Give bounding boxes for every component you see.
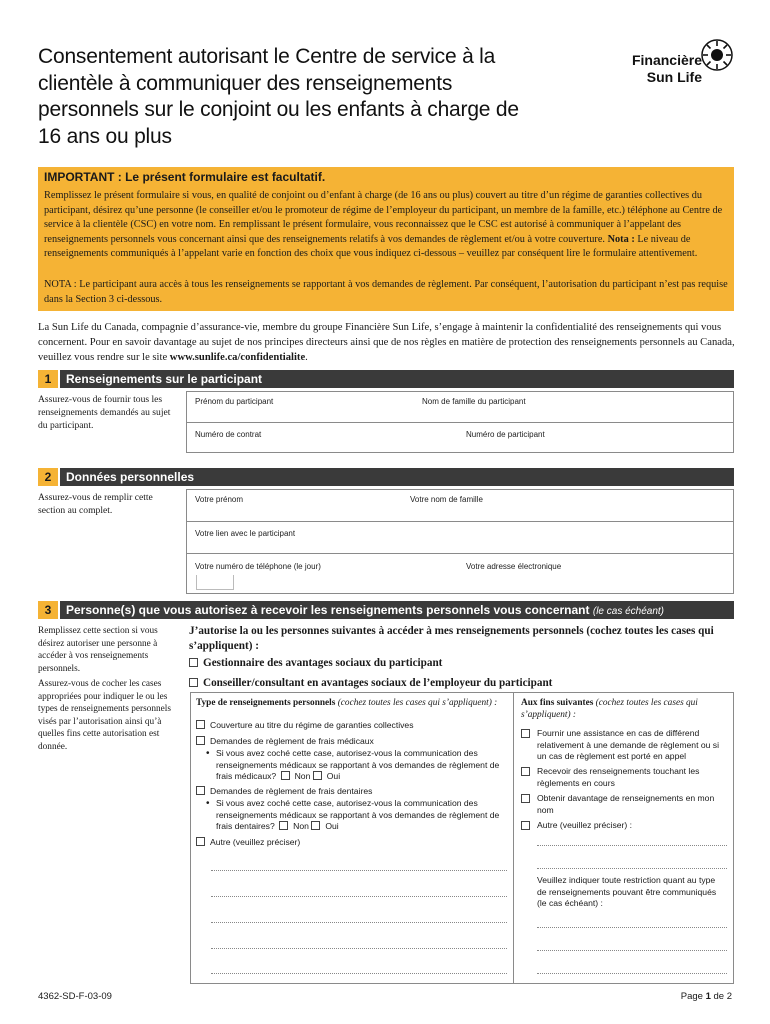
medical-yes-checkbox[interactable] — [313, 771, 322, 780]
purpose-more-info[interactable]: Obtenir davantage de renseignements en mon nom — [521, 793, 729, 816]
dental-question: Si vous avez coché cette case, autorisez-vous la communication des renseignements médicaux se rapportant à vos demandes de règlement de frais dentaires? Non Oui — [216, 798, 500, 831]
section-2-instructions: Assurez-vous de remplir cette section au complet. — [38, 492, 153, 516]
participant-last-name-field[interactable]: Nom de famille du participant — [422, 397, 526, 406]
logo-line-2: Sun Life — [646, 69, 702, 85]
other-type-line-1[interactable] — [211, 870, 507, 871]
type-dental[interactable]: Demandes de règlement de frais dentaires — [196, 786, 372, 798]
form-code: 4362-SD-F-03-09 — [38, 991, 112, 1002]
dental-checkbox[interactable] — [196, 786, 205, 795]
restriction-line-2[interactable] — [537, 950, 727, 951]
section-3-header: 3 Personne(s) que vous autorisez à recevoir les renseignements personnels vous concernant (le cas échéant) — [38, 601, 734, 619]
medical-checkbox[interactable] — [196, 736, 205, 745]
area-code-box[interactable] — [196, 575, 234, 590]
section-3-instructions: Remplissez cette section si vous désirez autoriser une personne à accéder à vos renseignements personnels. — [38, 626, 158, 674]
section-3-instructions-2: Assurez-vous de cocher les cases appropriées pour indiquer le ou les types de renseignements personnels visés par l’autorisation ainsi qu’à quelles fins cette autorisation est donnée. — [38, 679, 171, 752]
purpose-dispute[interactable]: Fournir une assistance en cas de différend relativement à une demande de règlement ou si un cas de règlement est porté en appel — [521, 728, 729, 763]
dental-no-checkbox[interactable] — [279, 821, 288, 830]
important-body: Remplissez le présent formulaire si vous, en qualité de conjoint ou d’enfant à charge (de 16 ans ou plus) couvert au titre d’un régime de garanties collectives du participant, désirez qu’une personne (le conseiller et/ou le promoteur de régime de l’employeur du participant, un membre de la famille, etc.) téléphone au Centre de service à la clientèle (CSC) en votre nom. En remplissant le présent formulaire, vous reconnaissez que le CSC est autorisé à communiquer à l’appelant des renseignements personnels vous concernant ainsi que des renseignements relatifs à vos demandes de règlement et/ou à votre couverture. Nota : Le niveau de renseignements communiqués à l’appelant varie en fonction des choix que vous indiquez ci-dessous – veuillez par conséquent lire le formulaire attentivement. — [44, 190, 723, 260]
type-other[interactable]: Autre (veuillez préciser) — [196, 837, 300, 849]
sun-logo-icon — [700, 38, 734, 72]
dispute-checkbox[interactable] — [521, 729, 530, 738]
purpose-current-claims[interactable]: Recevoir des renseignements touchant les règlements en cours — [521, 766, 729, 789]
phone-field[interactable]: Votre numéro de téléphone (le jour) — [195, 562, 321, 571]
option-consultant[interactable]: Conseiller/consultant en avantages sociaux de l’employeur du participant — [189, 677, 552, 689]
purpose-other[interactable]: Autre (veuillez préciser) : — [521, 820, 729, 832]
authorize-statement: J’autorise la ou les personnes suivantes à accéder à mes renseignements personnels (cochez toutes les cases qui s’appliquent) : — [189, 625, 714, 652]
section-1-header: 1 Renseignements sur le participant — [38, 370, 734, 388]
privacy-link[interactable]: www.sunlife.ca/confidentialite — [169, 351, 306, 363]
important-heading: IMPORTANT : Le présent formulaire est facultatif. — [44, 170, 326, 184]
current-claims-checkbox[interactable] — [521, 767, 530, 776]
coverage-checkbox[interactable] — [196, 720, 205, 729]
type-coverage[interactable]: Couverture au titre du régime de garanties collectives — [196, 720, 414, 732]
purposes-header: Aux fins suivantes (cochez toutes les cases qui s’appliquent) : — [521, 698, 698, 720]
restriction-line-3[interactable] — [537, 973, 727, 974]
medical-no-checkbox[interactable] — [281, 771, 290, 780]
participant-number-field[interactable]: Numéro de participant — [466, 430, 545, 439]
sun-life-logo — [606, 36, 736, 88]
section-2-header: 2 Données personnelles — [38, 468, 734, 486]
email-field[interactable]: Votre adresse électronique — [466, 562, 562, 571]
form-title: Consentement autorisant le Centre de service à la clientèle à communiquer des renseignements personnels sur le conjoint ou les enfants à charge de 16 ans ou plus — [38, 45, 519, 148]
other-type-checkbox[interactable] — [196, 837, 205, 846]
other-type-line-4[interactable] — [211, 948, 507, 949]
benefits-manager-checkbox[interactable] — [189, 658, 198, 667]
dental-yes-checkbox[interactable] — [311, 821, 320, 830]
restriction-line-1[interactable] — [537, 927, 727, 928]
other-type-line-3[interactable] — [211, 922, 507, 923]
other-type-line-2[interactable] — [211, 896, 507, 897]
option-benefits-manager[interactable]: Gestionnaire des avantages sociaux du participant — [189, 657, 442, 669]
participant-first-name-field[interactable]: Prénom du participant — [195, 397, 274, 406]
relationship-field[interactable]: Votre lien avec le participant — [195, 529, 296, 538]
more-info-checkbox[interactable] — [521, 794, 530, 803]
restriction-instruction: Veuillez indiquer toute restriction quant au type de renseignements pouvant être communiqués (le cas échéant) : — [537, 875, 717, 908]
section-1-instructions: Assurez-vous de fournir tous les renseignements demandés au sujet du participant. — [38, 394, 171, 431]
other-purpose-line-1[interactable] — [537, 845, 727, 846]
types-header: Type de renseignements personnels (cochez toutes les cases qui s’appliquent) : — [196, 698, 498, 708]
section-2-fields — [186, 489, 734, 594]
contract-number-field[interactable]: Numéro de contrat — [195, 430, 262, 439]
type-medical[interactable]: Demandes de règlement de frais médicaux — [196, 736, 374, 748]
important-note: NOTA : Le participant aura accès à tous les renseignements se rapportant à vos demandes de règlement. Par conséquent, l’autorisation du participant n’est pas requise dans la Section 3 ci-dessous. — [44, 279, 728, 305]
other-purpose-checkbox[interactable] — [521, 821, 530, 830]
other-purpose-line-2[interactable] — [537, 868, 727, 869]
your-first-name-field[interactable]: Votre prénom — [195, 495, 244, 504]
consultant-checkbox[interactable] — [189, 678, 198, 687]
your-last-name-field[interactable]: Votre nom de famille — [410, 495, 483, 504]
other-type-line-5[interactable] — [211, 973, 507, 974]
logo-line-1: Financière — [631, 52, 702, 68]
medical-question: Si vous avez coché cette case, autorisez-vous la communication des renseignements médicaux se rapportant à vos demandes de règlement de frais médicaux? Non Oui — [216, 748, 500, 781]
page-number: Page 1 de 2 — [680, 991, 732, 1002]
privacy-intro: La Sun Life du Canada, compagnie d’assurance-vie, membre du groupe Financière Sun Life, s’engage à maintenir la confidentialité des renseignements qui vous concernent. Pour en savoir davantage au sujet de nos principes directeurs ainsi que de nos règles en matière de protection des renseignements personnels au Canada, veuillez vous rendre sur le site www.sunlife.ca/confidentialite. — [38, 322, 735, 363]
important-notice — [38, 167, 734, 311]
